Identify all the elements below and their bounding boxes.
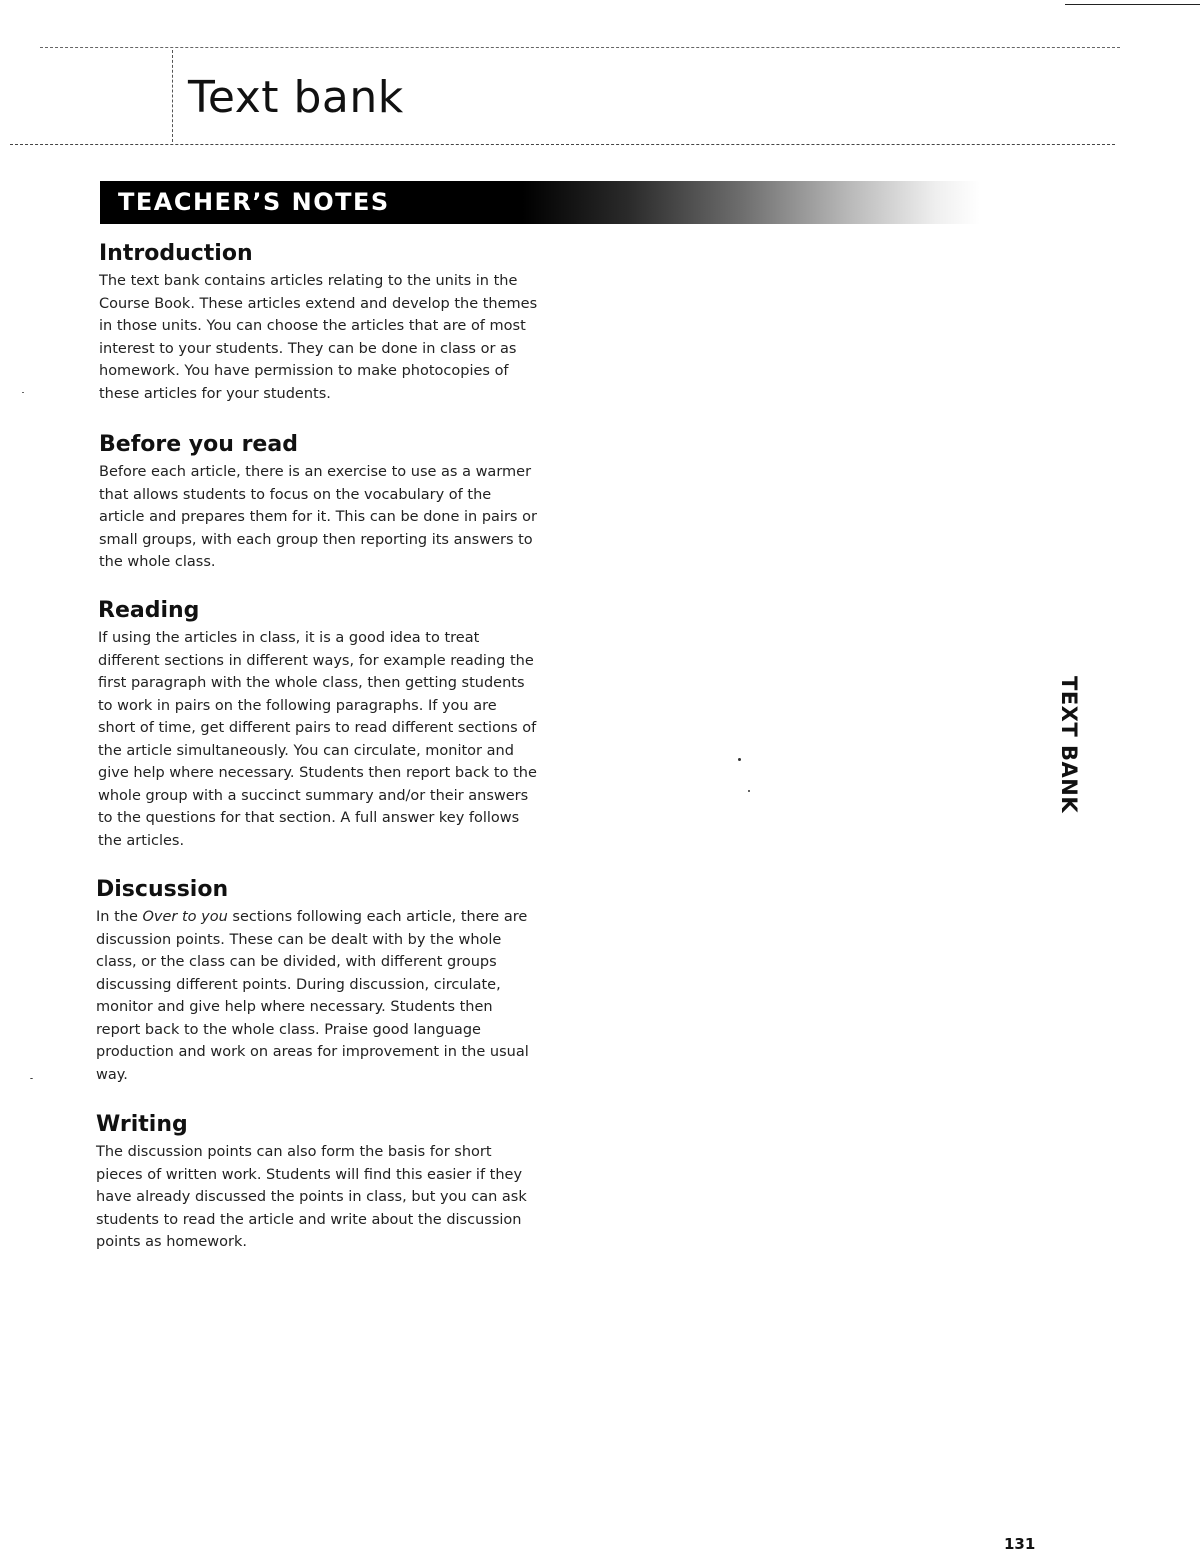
scan-speck [30, 1078, 33, 1079]
section-reading [98, 597, 538, 852]
side-tab [1057, 676, 1100, 814]
emphasis-text: Over to you [142, 909, 228, 925]
side-tab-label: TEXT BANK [1057, 676, 1081, 814]
section-body [96, 906, 536, 1086]
page-title: Text bank [188, 72, 404, 123]
scan-speck [748, 790, 750, 792]
section-body: Before each article, there is an exercise to use as a warmer that allows students to focus on the vocabulary of the article and prepares them for it. This can be done in pairs or small groups, with each group then reporting its answers to the whole class. [99, 464, 537, 570]
page-number: 131 [1004, 1535, 1036, 1553]
section-heading: Introduction [99, 241, 253, 266]
section-writing [96, 1111, 536, 1254]
section-body: The text bank contains articles relating to the units in the Course Book. These articles extend and develop the themes in those units. You can choose the articles that are of most interest to your students. They can be done in class or as homework. You have permission to make photocopies of these articles for your students. [99, 273, 538, 402]
section-discussion [96, 876, 536, 1086]
header-bottom-rule [10, 144, 1115, 145]
body-text: In the [96, 909, 143, 925]
banner-label: TEACHER’S NOTES [118, 188, 390, 216]
corner-rule [1065, 4, 1200, 5]
section-heading: Reading [98, 598, 200, 623]
body-text: sections following each article, there are discussion points. These can be dealt with by the whole class, or the class can be divided, with different groups discussing different points. During discussion, circulate, monitor and give help where necessary. Students then report back to the whole class. Praise good language production and work on areas for improvement in the usual way. [96, 909, 529, 1083]
scan-speck [22, 392, 24, 393]
header-top-rule [40, 47, 1120, 48]
section-heading: Writing [96, 1112, 188, 1137]
section-banner [100, 181, 980, 224]
section-heading: Discussion [96, 877, 229, 902]
scan-speck [738, 758, 741, 761]
section-heading: Before you read [99, 432, 298, 457]
header-divider [172, 50, 173, 142]
section-before-you-read [99, 431, 539, 574]
section-body: The discussion points can also form the basis for short pieces of written work. Students will find this easier if they have already discussed the points in class, but you can ask students to read the article and write about the discussion points as homework. [96, 1144, 527, 1250]
section-body: If using the articles in class, it is a good idea to treat different sections in different ways, for example reading the first paragraph with the whole class, then getting students to work in pairs on the following paragraphs. If you are short of time, get different pairs to read different sections of the article simultaneously. You can circulate, monitor and give help where necessary. Students then report back to the whole group with a succinct summary and/or their answers to the questions for that section. A full answer key follows the articles. [98, 630, 537, 849]
section-introduction [99, 240, 539, 405]
